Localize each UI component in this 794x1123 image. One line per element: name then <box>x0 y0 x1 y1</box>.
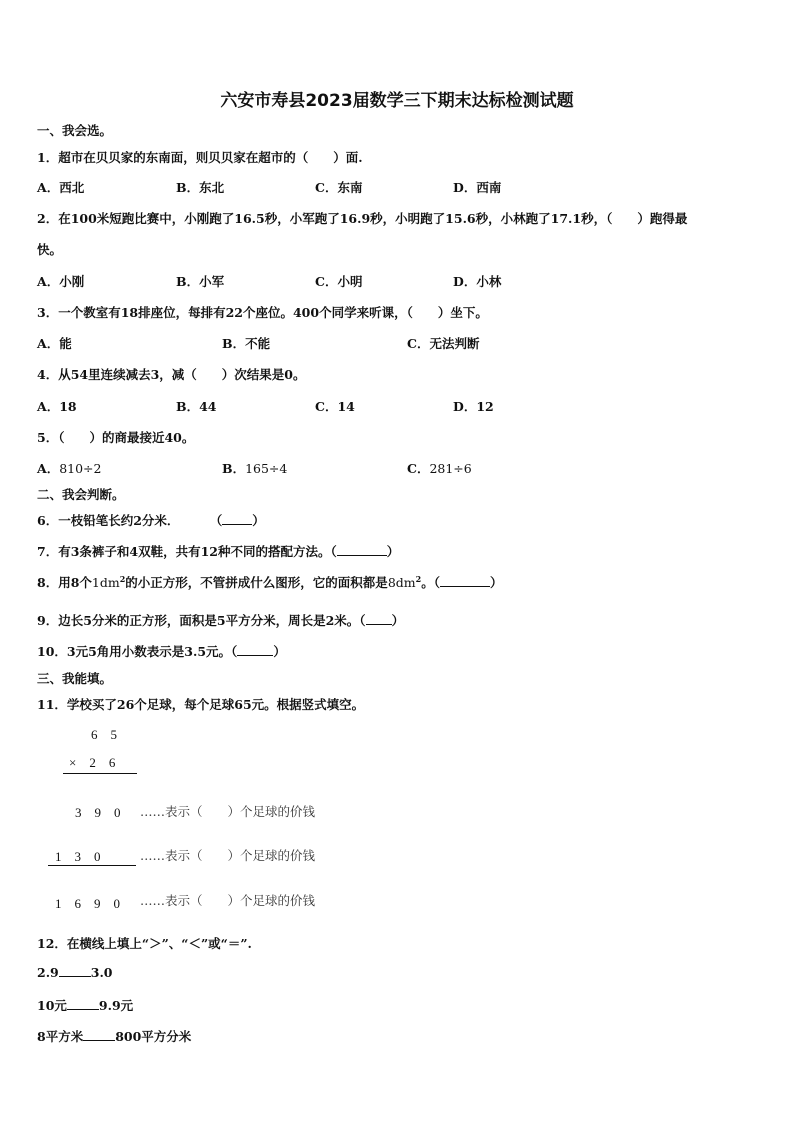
q5-option-c-expr: 281÷6 <box>429 461 472 476</box>
question-10 <box>37 642 286 660</box>
q2-option-b[interactable]: B．小军 <box>176 274 225 289</box>
q8-answer-blank[interactable] <box>440 586 490 587</box>
q5-option-c[interactable] <box>407 459 472 477</box>
question-9-stem: 9．边长5分米的正方形，面积是5平方分米，周长是2米。 <box>37 613 360 628</box>
q12-item-2 <box>37 996 133 1014</box>
q7-answer-blank[interactable] <box>337 555 387 556</box>
q6-bracket-close: ） <box>252 513 265 528</box>
q2-option-c[interactable]: C．小明 <box>315 274 363 289</box>
q4-option-d[interactable]: D．12 <box>453 399 494 414</box>
q6-answer-blank[interactable] <box>222 524 252 525</box>
question-4-stem: 4．从54里连续减去3，减（ ）次结果是0。 <box>37 367 306 382</box>
q8-bracket-close: ） <box>489 575 503 590</box>
vertical-calc-row-2-digits: 1 3 0 <box>55 849 101 864</box>
vertical-calc-row-3-note: ……表示（ ）个足球的价钱 <box>140 893 316 908</box>
q1-option-c[interactable]: C．东南 <box>315 180 363 195</box>
section-heading-choose: 一、我会选。 <box>37 123 113 138</box>
question-10-stem: 10．3元5角用小数表示是3.5元。 <box>37 644 232 659</box>
q3-option-b[interactable]: B．不能 <box>222 336 271 351</box>
q8-unit-2-sup: 2 <box>415 573 422 584</box>
question-9 <box>37 611 404 629</box>
q12-item-3-right: 800平方分米 <box>115 1029 192 1044</box>
vertical-calc-multiplicand: 6 5 <box>91 727 118 742</box>
vertical-calc-rule-bottom <box>48 865 136 866</box>
q10-answer-blank[interactable] <box>237 655 273 656</box>
q8-unit-1-sup: 2 <box>119 573 126 584</box>
q9-bracket-close: ） <box>391 613 405 628</box>
q3-option-c[interactable]: C．无法判断 <box>407 336 480 351</box>
q12-item-1-blank[interactable] <box>59 976 91 977</box>
q7-bracket-close: ） <box>386 544 400 559</box>
q12-item-1-right: 3.0 <box>90 965 113 980</box>
q9-answer-blank[interactable] <box>366 624 392 625</box>
q5-option-b-expr: 165÷4 <box>245 461 288 476</box>
q2-option-d[interactable]: D．小林 <box>453 274 502 289</box>
q9-bracket-open: （ <box>359 613 366 628</box>
vertical-calc-row-3-digits: 1 6 9 0 <box>55 896 121 911</box>
vertical-calc-row-2-note: ……表示（ ）个足球的价钱 <box>140 848 316 863</box>
page-title: 六安市寿县2023届数学三下期末达标检测试题 <box>220 91 574 111</box>
q12-item-2-right: 9.9元 <box>98 998 134 1013</box>
vertical-calc-multiplier: × 2 6 <box>69 755 116 770</box>
q8-unit-2: 8dm <box>387 575 416 590</box>
q8-bracket-open: （ <box>433 575 440 590</box>
q5-option-a[interactable] <box>37 459 102 477</box>
q1-option-a[interactable]: A．西北 <box>37 180 85 195</box>
vertical-calc-row-1-note: ……表示（ ）个足球的价钱 <box>140 804 316 819</box>
question-8-part-1: 8．用8个 <box>37 575 92 590</box>
q7-bracket-open: （ <box>330 544 337 559</box>
question-1-stem: 1．超市在贝贝家的东南面，则贝贝家在超市的（ ）面. <box>37 150 363 165</box>
question-2-stem-line-1: 2．在100米短跑比赛中，小刚跑了16.5秒，小军跑了16.9秒，小明跑了15.6秒，小林跑了17.1秒，（ ）跑得最 <box>37 211 688 226</box>
question-2-stem-line-2: 快。 <box>37 242 63 257</box>
q5-option-c-letter: C． <box>407 461 430 476</box>
question-6-stem: 6．一枝铅笔长约2分米． <box>37 513 180 528</box>
q10-bracket-close: ） <box>273 644 286 659</box>
q5-option-b[interactable] <box>222 459 287 477</box>
q12-item-3-left: 8平方米 <box>37 1029 84 1044</box>
q4-option-c[interactable]: C．14 <box>315 399 355 414</box>
q3-option-a[interactable]: A．能 <box>37 336 72 351</box>
q12-item-3-blank[interactable] <box>83 1040 115 1041</box>
question-11-stem: 11．学校买了26个足球，每个足球65元。根据竖式填空。 <box>37 697 365 712</box>
q12-item-2-blank[interactable] <box>67 1009 99 1010</box>
q1-option-b[interactable]: B．东北 <box>176 180 225 195</box>
question-12-stem: 12．在横线上填上“＞”、“＜”或“＝”. <box>37 936 252 951</box>
q5-option-b-letter: B． <box>222 461 246 476</box>
q10-bracket-open: （ <box>231 644 238 659</box>
q8-unit-1: 1dm <box>91 575 120 590</box>
q6-bracket-open: （ <box>209 513 223 528</box>
question-8 <box>37 573 503 591</box>
question-7 <box>37 542 399 560</box>
question-7-stem: 7．有3条裤子和4双鞋，共有12种不同的搭配方法。 <box>37 544 331 559</box>
q1-option-d[interactable]: D．西南 <box>453 180 502 195</box>
vertical-calc-row-1-digits: 3 9 0 <box>75 805 121 820</box>
question-3-stem: 3．一个教室有18排座位，每排有22个座位。400个同学来听课，（ ）坐下。 <box>37 305 488 320</box>
q12-item-2-left: 10元 <box>37 998 67 1013</box>
section-heading-judge: 二、我会判断。 <box>37 487 125 502</box>
q4-option-a[interactable]: A．18 <box>37 399 77 414</box>
question-8-part-2: 的小正方形，不管拼成什么图形，它的面积都是 <box>125 575 388 590</box>
q12-item-1 <box>37 965 113 980</box>
q12-item-1-left: 2.9 <box>37 965 59 980</box>
q2-option-a[interactable]: A．小刚 <box>37 274 85 289</box>
question-6 <box>37 511 265 529</box>
question-8-part-3: 。 <box>421 575 434 590</box>
q5-option-a-letter: A． <box>37 461 60 476</box>
q12-item-3 <box>37 1027 191 1045</box>
section-heading-fill: 三、我能填。 <box>37 671 113 686</box>
question-5-stem: 5．（ ）的商最接近40。 <box>37 430 195 445</box>
vertical-calc-rule-top <box>63 773 137 774</box>
q4-option-b[interactable]: B．44 <box>176 399 217 414</box>
q5-option-a-expr: 810÷2 <box>59 461 102 476</box>
